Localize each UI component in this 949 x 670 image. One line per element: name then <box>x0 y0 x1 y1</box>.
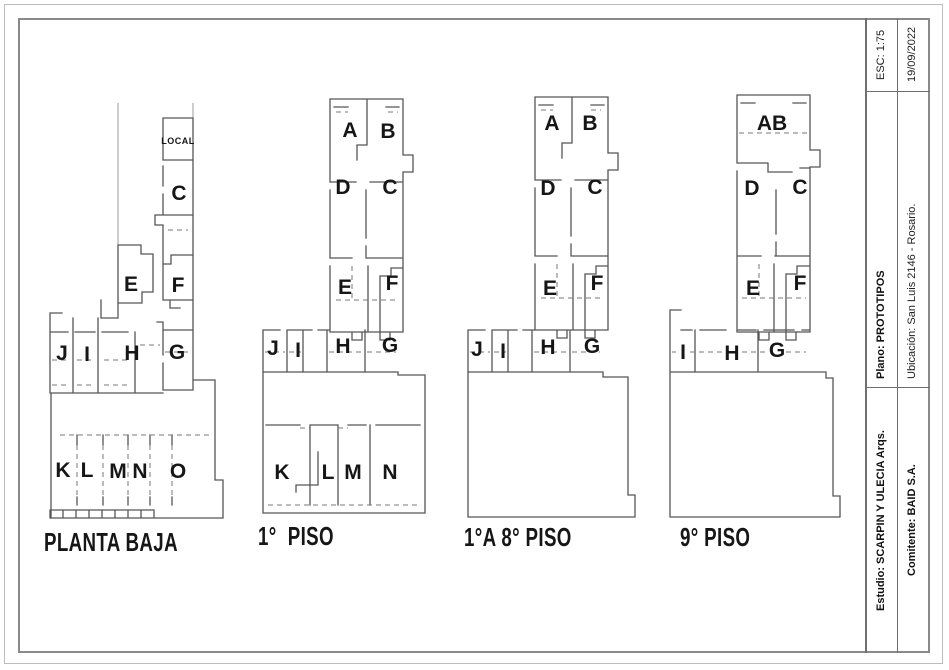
title-block-cell-comitente <box>898 388 930 653</box>
room-label-c: C <box>792 176 808 199</box>
room-label-o: O <box>169 460 187 483</box>
date-label: 19/09/2022 <box>906 26 918 83</box>
plan-planta-baja <box>50 103 223 518</box>
room-label-h: H <box>540 336 556 359</box>
room-label-m: M <box>109 460 127 483</box>
room-label-g: G <box>768 339 786 362</box>
room-label-b: B <box>380 120 396 143</box>
title-block <box>865 18 930 653</box>
plan-piso-9 <box>670 95 840 517</box>
room-label-d: D <box>335 176 351 199</box>
room-label-l: L <box>321 461 335 484</box>
room-label-i: I <box>680 341 686 364</box>
room-label-f: F <box>590 272 604 295</box>
room-label-g: G <box>583 335 601 358</box>
room-label-h: H <box>335 335 351 358</box>
ubicacion-label: Ubicación: San Luis 2146 - Rosario. <box>906 203 918 379</box>
plano-label: Plano: PROTOTIPOS <box>875 270 887 379</box>
room-label-i: I <box>500 340 506 363</box>
plan-piso-1a8 <box>468 97 635 517</box>
plan-piso-1 <box>263 99 425 513</box>
room-label-i: I <box>295 339 301 362</box>
room-label-b: B <box>582 112 598 135</box>
title-block-cell-estudio <box>867 388 898 653</box>
title-block-cell-plano <box>867 92 898 388</box>
room-label-j: J <box>471 338 483 361</box>
room-label-l: L <box>80 459 94 482</box>
room-label-f: F <box>385 272 399 295</box>
room-label-g: G <box>168 341 186 364</box>
room-label-n: N <box>132 460 148 483</box>
title-block-cell-date <box>898 18 930 92</box>
room-label-h: H <box>124 342 140 365</box>
room-label-m: M <box>344 461 362 484</box>
room-label-c: C <box>587 176 603 199</box>
room-label-d: D <box>540 177 556 200</box>
plan-caption-piso-9: 9° PISO <box>680 522 751 552</box>
title-block-cell-scale <box>867 18 898 92</box>
room-label-i: I <box>84 343 90 366</box>
room-label-e: E <box>542 277 558 300</box>
room-label-e: E <box>337 276 353 299</box>
room-label-h: H <box>724 342 740 365</box>
room-label-f: F <box>793 272 807 295</box>
room-label-c: C <box>171 182 187 205</box>
room-label-k: K <box>274 461 290 484</box>
comitente-label: Comitente: BAID S.A. <box>906 464 918 577</box>
room-label-ab: AB <box>756 112 788 135</box>
scale-label: ESC: 1:75 <box>875 29 887 80</box>
plan-caption-piso-1a8: 1°A 8° PISO <box>464 522 572 552</box>
room-label-d: D <box>744 177 760 200</box>
room-label-k: K <box>55 459 71 482</box>
plan-caption-planta-baja: PLANTA BAJA <box>44 527 178 557</box>
estudio-label: Estudio: SCARPIN Y ULECIA Arqs. <box>875 430 887 611</box>
room-label-a: A <box>342 119 358 142</box>
room-label-c: C <box>382 176 398 199</box>
room-label-j: J <box>267 337 279 360</box>
room-label-local: LOCAL <box>161 136 195 146</box>
title-block-cell-ubicacion <box>898 92 930 388</box>
room-label-e: E <box>745 277 761 300</box>
room-label-e: E <box>123 273 139 296</box>
room-label-n: N <box>382 461 398 484</box>
room-label-a: A <box>544 112 560 135</box>
plan-caption-piso-1: 1° PISO <box>258 521 334 551</box>
room-label-j: J <box>56 342 68 365</box>
room-label-f: F <box>171 274 185 297</box>
room-label-g: G <box>381 334 399 357</box>
